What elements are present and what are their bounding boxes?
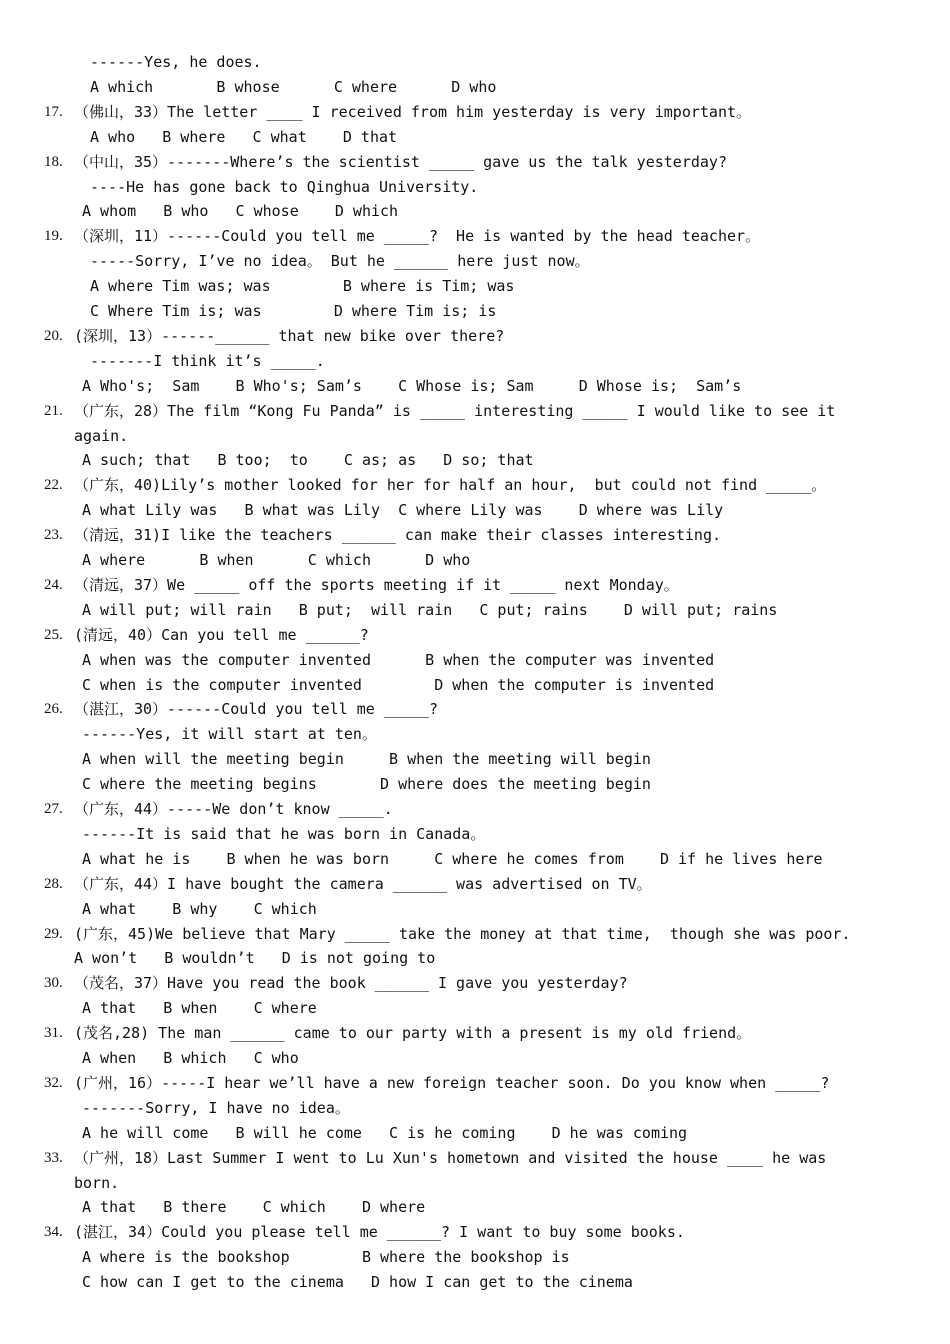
text-line (0, 847, 950, 872)
question-text: (茂名,28) The man ______ came to our party with a present is my old friend。 (74, 1024, 752, 1043)
question-number: 30. (44, 975, 63, 992)
question-number: 27. (44, 801, 63, 817)
text-line (0, 100, 950, 125)
answer-options: A whom B who C whose D which (82, 202, 399, 221)
question-number: 22. (44, 477, 63, 494)
answer-options: ----He has gone back to Qinghua University. (90, 177, 479, 196)
question-text: (湛江，34）Could you please tell me ______? I want to buy some books. (74, 1223, 685, 1242)
text-line (0, 922, 950, 947)
question-text: (广州，16）-----I hear we’ll have a new foreign teacher soon. Do you know when _____? (74, 1073, 830, 1092)
text-line (0, 1096, 950, 1121)
text-line (0, 897, 950, 922)
question-text: (广东，45)We believe that Mary _____ take the money at that time, though she was poor. (74, 924, 851, 943)
answer-options: ------It is said that he was born in Canada。 (82, 824, 486, 843)
answer-options: again. (74, 426, 129, 445)
answer-options: A where B when C which D who (82, 551, 471, 569)
question-number: 34. (44, 1224, 63, 1241)
text-line (0, 573, 950, 598)
text-line (0, 274, 950, 299)
text-line (0, 498, 950, 523)
question-number: 31. (44, 1025, 63, 1042)
question-text: （广东，40)Lily’s mother looked for her for half an hour, but could not find _____。 (74, 476, 827, 495)
answer-options: born. (74, 1173, 120, 1192)
answer-options: A when B which C who (82, 1049, 299, 1067)
text-line (0, 175, 950, 200)
text-line (0, 1171, 950, 1196)
answer-options: ------Yes, he does. (90, 53, 262, 71)
question-number: 20. (44, 327, 63, 344)
question-text: （中山，35）-------Where’s the scientist _____ gave us the talk yesterday? (74, 152, 727, 171)
text-line (0, 125, 950, 150)
question-text: （广州，18）Last Summer I went to Lu Xun's hometown and visited the house ____ he was (74, 1148, 827, 1167)
answer-options: A that B when C where (82, 999, 317, 1018)
question-number: 19. (44, 228, 63, 245)
question-text: （茂名，37）Have you read the book ______ I gave you yesterday? (74, 974, 628, 993)
question-number: 18. (44, 153, 63, 170)
answer-options: A he will come B will he come C is he coming D he was coming (82, 1123, 688, 1142)
question-number: 23. (44, 527, 63, 544)
question-number: 21. (44, 402, 63, 419)
text-line (0, 249, 950, 274)
answer-options: ------Yes, it will start at ten。 (82, 725, 377, 744)
question-text: （深圳，11）------Could you tell me _____? He is wanted by the head teacher。 (74, 227, 761, 246)
question-number: 24. (44, 576, 63, 593)
question-text: （清远，31)I like the teachers ______ can make their classes interesting. (74, 526, 721, 545)
answer-options: A that B there C which D where (82, 1198, 426, 1217)
answer-options: -------I think it’s _____. (90, 351, 325, 370)
question-number: 32. (44, 1074, 63, 1091)
text-line (0, 224, 950, 249)
text-line (0, 946, 950, 971)
answer-options: A what Lily was B what was Lily C where Lily was D where was Lily (82, 501, 724, 520)
text-line (0, 1146, 950, 1171)
answer-options: A where Tim was; was B where is Tim; was (90, 277, 515, 296)
text-line (0, 996, 950, 1021)
text-line (0, 747, 950, 772)
answer-options: C Where Tim is; was D where Tim is; is (90, 302, 497, 320)
text-line (0, 797, 950, 822)
question-text: （湛江，30）------Could you tell me _____? (74, 700, 438, 719)
text-line (0, 722, 950, 747)
text-line (0, 822, 950, 847)
text-line (0, 872, 950, 897)
answer-options: A when was the computer invented B when the computer was invented (82, 650, 715, 669)
answer-options: A when will the meeting begin B when the meeting will begin (82, 750, 651, 769)
answer-options: C where the meeting begins D where does the meeting begin (82, 775, 651, 794)
question-text: (清远，40）Can you tell me ______? (74, 625, 369, 644)
text-line (0, 399, 950, 424)
text-line (0, 1121, 950, 1146)
text-line (0, 1046, 950, 1071)
answer-options: A such; that B too; to C as; as D so; that (82, 451, 534, 470)
text-line (0, 623, 950, 648)
question-text: （广东，28）The film “Kong Fu Panda” is _____ interesting _____ I would like to see it (74, 401, 836, 420)
text-line (0, 448, 950, 473)
text-line (0, 50, 950, 75)
question-text: （佛山，33）The letter ____ I received from him yesterday is very important。 (74, 102, 752, 121)
question-text: (深圳，13）------______ that new bike over there? (74, 326, 505, 345)
question-text: （广东，44）I have bought the camera ______ was advertised on TV。 (74, 874, 652, 893)
text-line (0, 772, 950, 797)
text-line (0, 598, 950, 623)
text-line (0, 548, 950, 573)
text-line (0, 523, 950, 548)
answer-options: A who B where C what D that (90, 127, 398, 146)
question-text: （清远，37）We _____ off the sports meeting if it _____ next Monday。 (74, 575, 679, 594)
answer-options: A where is the bookshop B where the bookshop is (82, 1248, 570, 1267)
text-line (0, 199, 950, 224)
answer-options: A won’t B wouldn’t D is not going to (74, 949, 436, 968)
text-line (0, 1220, 950, 1245)
question-number: 33. (44, 1149, 63, 1166)
answer-options: A what B why C which (82, 899, 317, 918)
answer-options: A what he is B when he was born C where he comes from D if he lives here (82, 849, 823, 868)
text-line (0, 648, 950, 673)
text-line (0, 673, 950, 698)
answer-options: A will put; will rain B put; will rain C put; rains D will put; rains (82, 600, 778, 619)
answer-options: C when is the computer invented D when the computer is invented (82, 675, 715, 694)
question-number: 26. (44, 701, 63, 718)
question-number: 29. (44, 925, 63, 942)
text-line (0, 374, 950, 399)
answer-options: -------Sorry, I have no idea。 (82, 1098, 350, 1117)
text-line (0, 324, 950, 349)
text-line (0, 349, 950, 374)
question-number: 17. (44, 103, 63, 120)
text-line (0, 1071, 950, 1096)
text-line (0, 1021, 950, 1046)
text-line (0, 473, 950, 498)
text-line (0, 971, 950, 996)
answer-options: -----Sorry, I’ve no idea。 But he ______ here just now。 (90, 252, 590, 271)
answer-options: C how can I get to the cinema D how I can get to the cinema (82, 1273, 633, 1292)
question-number: 25. (44, 626, 63, 643)
text-line (0, 75, 950, 100)
question-number: 28. (44, 875, 63, 892)
text-line (0, 1195, 950, 1220)
question-text: （广东，44）-----We don’t know _____. (74, 800, 393, 818)
text-line (0, 697, 950, 722)
answer-options: A Who's; Sam B Who's; Sam’s C Whose is; Sam D Whose is; Sam’s (82, 376, 742, 395)
text-line (0, 299, 950, 324)
text-line (0, 1245, 950, 1270)
text-line (0, 150, 950, 175)
text-line (0, 1270, 950, 1295)
answer-options: A which B whose C where D who (90, 77, 497, 96)
text-line (0, 424, 950, 449)
